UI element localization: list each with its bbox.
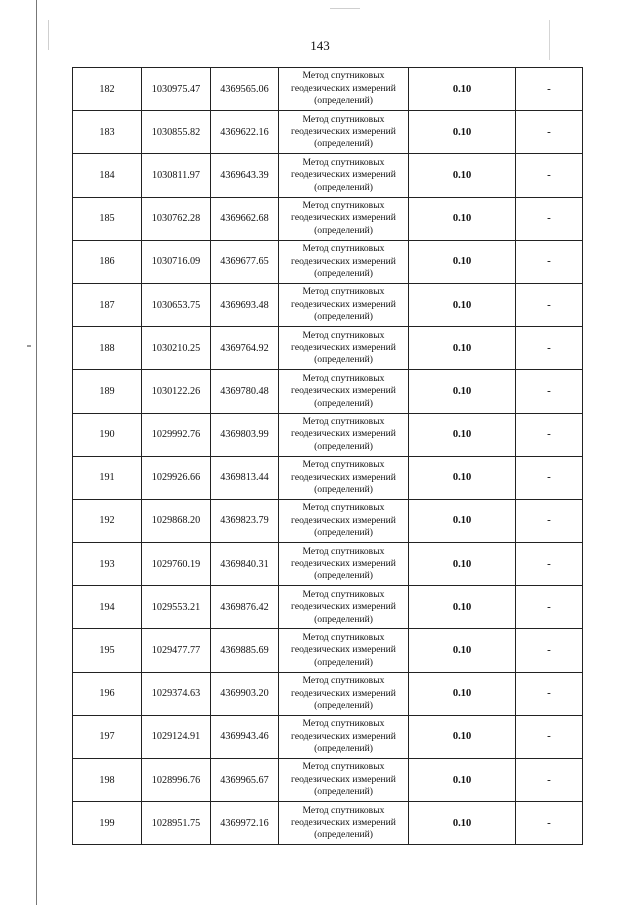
point-number-cell: 185 <box>73 197 142 240</box>
x-coordinate-cell: 1030762.28 <box>142 197 211 240</box>
method-cell: Метод спутниковых геодезических измерений (определений) <box>279 456 409 499</box>
point-number-cell: 191 <box>73 456 142 499</box>
accuracy-cell: 0.10 <box>409 629 516 672</box>
note-cell: - <box>516 456 583 499</box>
accuracy-cell: 0.10 <box>409 154 516 197</box>
table-row <box>73 327 583 370</box>
point-number-cell: 184 <box>73 154 142 197</box>
table-row <box>73 499 583 542</box>
table-row <box>73 111 583 154</box>
note-cell: - <box>516 413 583 456</box>
method-cell: Метод спутниковых геодезических измерений (определений) <box>279 715 409 758</box>
table-row <box>73 759 583 802</box>
table-row <box>73 672 583 715</box>
method-cell: Метод спутниковых геодезических измерений (определений) <box>279 154 409 197</box>
x-coordinate-cell: 1030122.26 <box>142 370 211 413</box>
x-coordinate-cell: 1030653.75 <box>142 283 211 326</box>
y-coordinate-cell: 4369803.99 <box>211 413 279 456</box>
x-coordinate-cell: 1029124.91 <box>142 715 211 758</box>
y-coordinate-cell: 4369677.65 <box>211 240 279 283</box>
coordinates-table <box>72 67 583 845</box>
table-row <box>73 68 583 111</box>
y-coordinate-cell: 4369662.68 <box>211 197 279 240</box>
point-number-cell: 188 <box>73 327 142 370</box>
point-number-cell: 197 <box>73 715 142 758</box>
method-cell: Метод спутниковых геодезических измерений (определений) <box>279 68 409 111</box>
method-cell: Метод спутниковых геодезических измерений (определений) <box>279 499 409 542</box>
point-number-cell: 190 <box>73 413 142 456</box>
accuracy-cell: 0.10 <box>409 672 516 715</box>
point-number-cell: 192 <box>73 499 142 542</box>
y-coordinate-cell: 4369813.44 <box>211 456 279 499</box>
y-coordinate-cell: 4369565.06 <box>211 68 279 111</box>
point-number-cell: 196 <box>73 672 142 715</box>
table-row <box>73 586 583 629</box>
note-cell: - <box>516 111 583 154</box>
scan-speck <box>330 8 360 9</box>
point-number-cell: 199 <box>73 802 142 845</box>
method-cell: Метод спутниковых геодезических измерений (определений) <box>279 111 409 154</box>
accuracy-cell: 0.10 <box>409 759 516 802</box>
method-cell: Метод спутниковых геодезических измерений (определений) <box>279 802 409 845</box>
table-row <box>73 154 583 197</box>
table-row <box>73 629 583 672</box>
table-row <box>73 456 583 499</box>
note-cell: - <box>516 327 583 370</box>
scan-speck <box>27 345 31 347</box>
note-cell: - <box>516 759 583 802</box>
note-cell: - <box>516 715 583 758</box>
point-number-cell: 183 <box>73 111 142 154</box>
y-coordinate-cell: 4369643.39 <box>211 154 279 197</box>
accuracy-cell: 0.10 <box>409 586 516 629</box>
note-cell: - <box>516 68 583 111</box>
method-cell: Метод спутниковых геодезических измерений (определений) <box>279 413 409 456</box>
y-coordinate-cell: 4369876.42 <box>211 586 279 629</box>
y-coordinate-cell: 4369972.16 <box>211 802 279 845</box>
accuracy-cell: 0.10 <box>409 715 516 758</box>
method-cell: Метод спутниковых геодезических измерений (определений) <box>279 197 409 240</box>
accuracy-cell: 0.10 <box>409 327 516 370</box>
point-number-cell: 187 <box>73 283 142 326</box>
y-coordinate-cell: 4369840.31 <box>211 543 279 586</box>
y-coordinate-cell: 4369780.48 <box>211 370 279 413</box>
method-cell: Метод спутниковых геодезических измерений (определений) <box>279 283 409 326</box>
x-coordinate-cell: 1029760.19 <box>142 543 211 586</box>
point-number-cell: 198 <box>73 759 142 802</box>
note-cell: - <box>516 586 583 629</box>
y-coordinate-cell: 4369693.48 <box>211 283 279 326</box>
note-cell: - <box>516 240 583 283</box>
accuracy-cell: 0.10 <box>409 111 516 154</box>
table-row <box>73 283 583 326</box>
scan-margin-line <box>36 0 37 905</box>
x-coordinate-cell: 1030811.97 <box>142 154 211 197</box>
x-coordinate-cell: 1029553.21 <box>142 586 211 629</box>
accuracy-cell: 0.10 <box>409 543 516 586</box>
point-number-cell: 186 <box>73 240 142 283</box>
accuracy-cell: 0.10 <box>409 413 516 456</box>
y-coordinate-cell: 4369885.69 <box>211 629 279 672</box>
accuracy-cell: 0.10 <box>409 197 516 240</box>
note-cell: - <box>516 370 583 413</box>
point-number-cell: 189 <box>73 370 142 413</box>
accuracy-cell: 0.10 <box>409 499 516 542</box>
table-row <box>73 715 583 758</box>
x-coordinate-cell: 1030210.25 <box>142 327 211 370</box>
method-cell: Метод спутниковых геодезических измерений (определений) <box>279 327 409 370</box>
x-coordinate-cell: 1029374.63 <box>142 672 211 715</box>
point-number-cell: 182 <box>73 68 142 111</box>
note-cell: - <box>516 197 583 240</box>
point-number-cell: 193 <box>73 543 142 586</box>
x-coordinate-cell: 1029992.76 <box>142 413 211 456</box>
y-coordinate-cell: 4369965.67 <box>211 759 279 802</box>
method-cell: Метод спутниковых геодезических измерений (определений) <box>279 543 409 586</box>
accuracy-cell: 0.10 <box>409 283 516 326</box>
note-cell: - <box>516 629 583 672</box>
x-coordinate-cell: 1029477.77 <box>142 629 211 672</box>
table-row <box>73 543 583 586</box>
table-body <box>73 68 583 845</box>
x-coordinate-cell: 1030716.09 <box>142 240 211 283</box>
table-row <box>73 802 583 845</box>
y-coordinate-cell: 4369903.20 <box>211 672 279 715</box>
x-coordinate-cell: 1030975.47 <box>142 68 211 111</box>
x-coordinate-cell: 1028996.76 <box>142 759 211 802</box>
y-coordinate-cell: 4369764.92 <box>211 327 279 370</box>
y-coordinate-cell: 4369943.46 <box>211 715 279 758</box>
note-cell: - <box>516 672 583 715</box>
page-number: 143 <box>310 38 330 53</box>
note-cell: - <box>516 802 583 845</box>
accuracy-cell: 0.10 <box>409 240 516 283</box>
table-row <box>73 370 583 413</box>
method-cell: Метод спутниковых геодезических измерений (определений) <box>279 586 409 629</box>
method-cell: Метод спутниковых геодезических измерений (определений) <box>279 240 409 283</box>
accuracy-cell: 0.10 <box>409 802 516 845</box>
note-cell: - <box>516 543 583 586</box>
x-coordinate-cell: 1029926.66 <box>142 456 211 499</box>
accuracy-cell: 0.10 <box>409 68 516 111</box>
table-row <box>73 197 583 240</box>
table-row <box>73 413 583 456</box>
accuracy-cell: 0.10 <box>409 456 516 499</box>
accuracy-cell: 0.10 <box>409 370 516 413</box>
y-coordinate-cell: 4369622.16 <box>211 111 279 154</box>
table-row <box>73 240 583 283</box>
x-coordinate-cell: 1030855.82 <box>142 111 211 154</box>
point-number-cell: 194 <box>73 586 142 629</box>
note-cell: - <box>516 283 583 326</box>
note-cell: - <box>516 499 583 542</box>
method-cell: Метод спутниковых геодезических измерений (определений) <box>279 629 409 672</box>
x-coordinate-cell: 1029868.20 <box>142 499 211 542</box>
coordinates-table-container <box>72 67 582 845</box>
method-cell: Метод спутниковых геодезических измерений (определений) <box>279 672 409 715</box>
y-coordinate-cell: 4369823.79 <box>211 499 279 542</box>
method-cell: Метод спутниковых геодезических измерений (определений) <box>279 759 409 802</box>
method-cell: Метод спутниковых геодезических измерений (определений) <box>279 370 409 413</box>
x-coordinate-cell: 1028951.75 <box>142 802 211 845</box>
note-cell: - <box>516 154 583 197</box>
point-number-cell: 195 <box>73 629 142 672</box>
